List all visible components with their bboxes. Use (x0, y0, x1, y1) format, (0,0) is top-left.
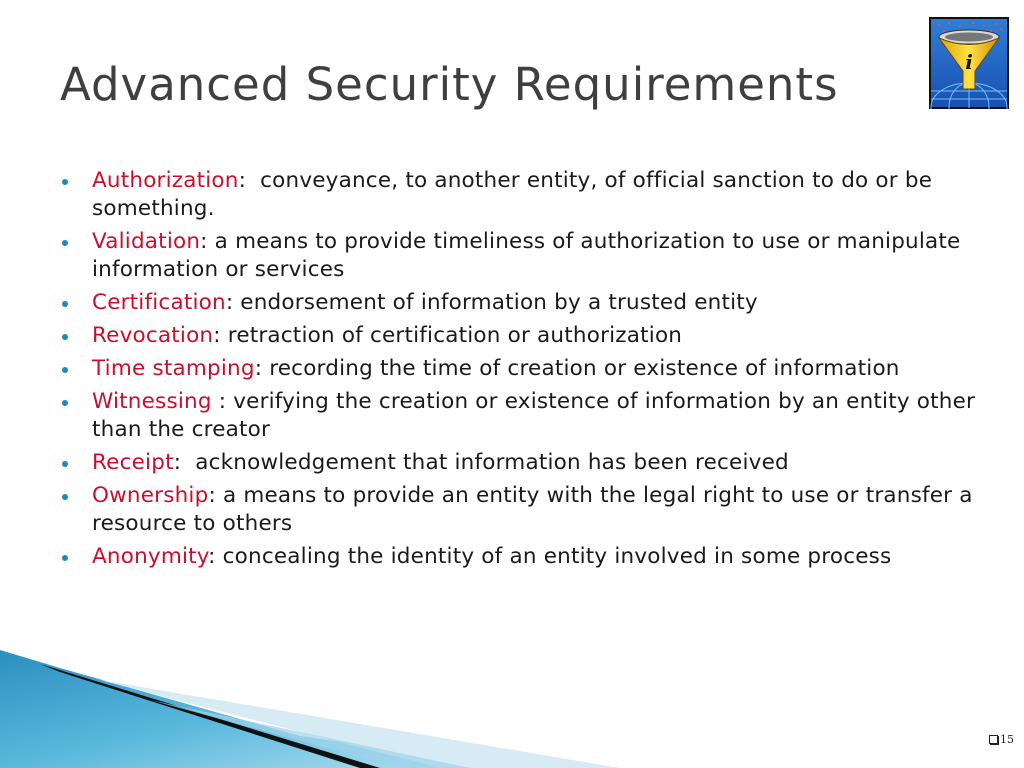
bullet-text: recording the time of creation or existence of information (269, 356, 900, 381)
page-number-text: 15 (1000, 733, 1014, 746)
list-item (60, 322, 980, 350)
bullet-text: retraction of certification or authorization (227, 323, 683, 348)
bullet-dot-icon (62, 555, 68, 561)
bullet-dot-icon (62, 400, 68, 406)
list-item (60, 289, 980, 317)
bullet-separator: : (211, 389, 234, 414)
bullet-dot-icon (62, 461, 68, 467)
list-item (60, 543, 980, 571)
bullet-list (60, 167, 980, 576)
bullet-term: Revocation (92, 323, 214, 348)
list-item (60, 228, 980, 284)
bullet-text: endorsement of information by a trusted entity (240, 290, 758, 315)
bullet-text: a means to provide timeliness of authorization to use or manipulate information or services (92, 229, 961, 282)
bullet-text: conveyance, to another entity, of official sanction to do or be something. (92, 168, 933, 221)
bullet-term: Validation (92, 229, 201, 254)
bullet-dot-icon (62, 494, 68, 500)
list-item (60, 355, 980, 383)
corner-decoration (0, 640, 620, 768)
bullet-separator: : (208, 483, 223, 508)
bullet-separator: : (225, 290, 241, 315)
svg-text:i: i (965, 50, 973, 74)
bullet-dot-icon (62, 240, 68, 246)
bullet-term: Certification (92, 290, 226, 315)
bullet-text: a means to provide an entity with the legal right to use or transfer a resource to others (92, 483, 973, 536)
bullet-text: acknowledgement that information has been received (195, 450, 789, 475)
page-number (989, 733, 1014, 746)
bullet-separator: : (173, 450, 196, 475)
list-item (60, 388, 980, 444)
bullet-term: Ownership (92, 483, 209, 508)
list-item (60, 449, 980, 477)
bullet-dot-icon (62, 301, 68, 307)
checkbox-bullet-icon (989, 735, 998, 744)
list-item (60, 482, 980, 538)
bullet-separator: : (238, 168, 261, 193)
bullet-dot-icon (62, 334, 68, 340)
info-filter-icon (929, 17, 1009, 109)
bullet-term: Time stamping (92, 356, 255, 381)
slide-title: Advanced Security Requirements (60, 58, 839, 111)
bullet-separator: : (208, 544, 223, 569)
bullet-dot-icon (62, 179, 68, 185)
bullet-term: Authorization (92, 168, 239, 193)
bullet-term: Witnessing (92, 389, 212, 414)
bullet-dot-icon (62, 367, 68, 373)
bullet-separator: : (254, 356, 270, 381)
bullet-term: Receipt (92, 450, 174, 475)
bullet-term: Anonymity (92, 544, 209, 569)
bullet-text: concealing the identity of an entity involved in some process (222, 544, 892, 569)
bullet-separator: : (200, 229, 215, 254)
bullet-separator: : (213, 323, 228, 348)
list-item (60, 167, 980, 223)
bullet-text: verifying the creation or existence of information by an entity other than the creator (92, 389, 976, 442)
